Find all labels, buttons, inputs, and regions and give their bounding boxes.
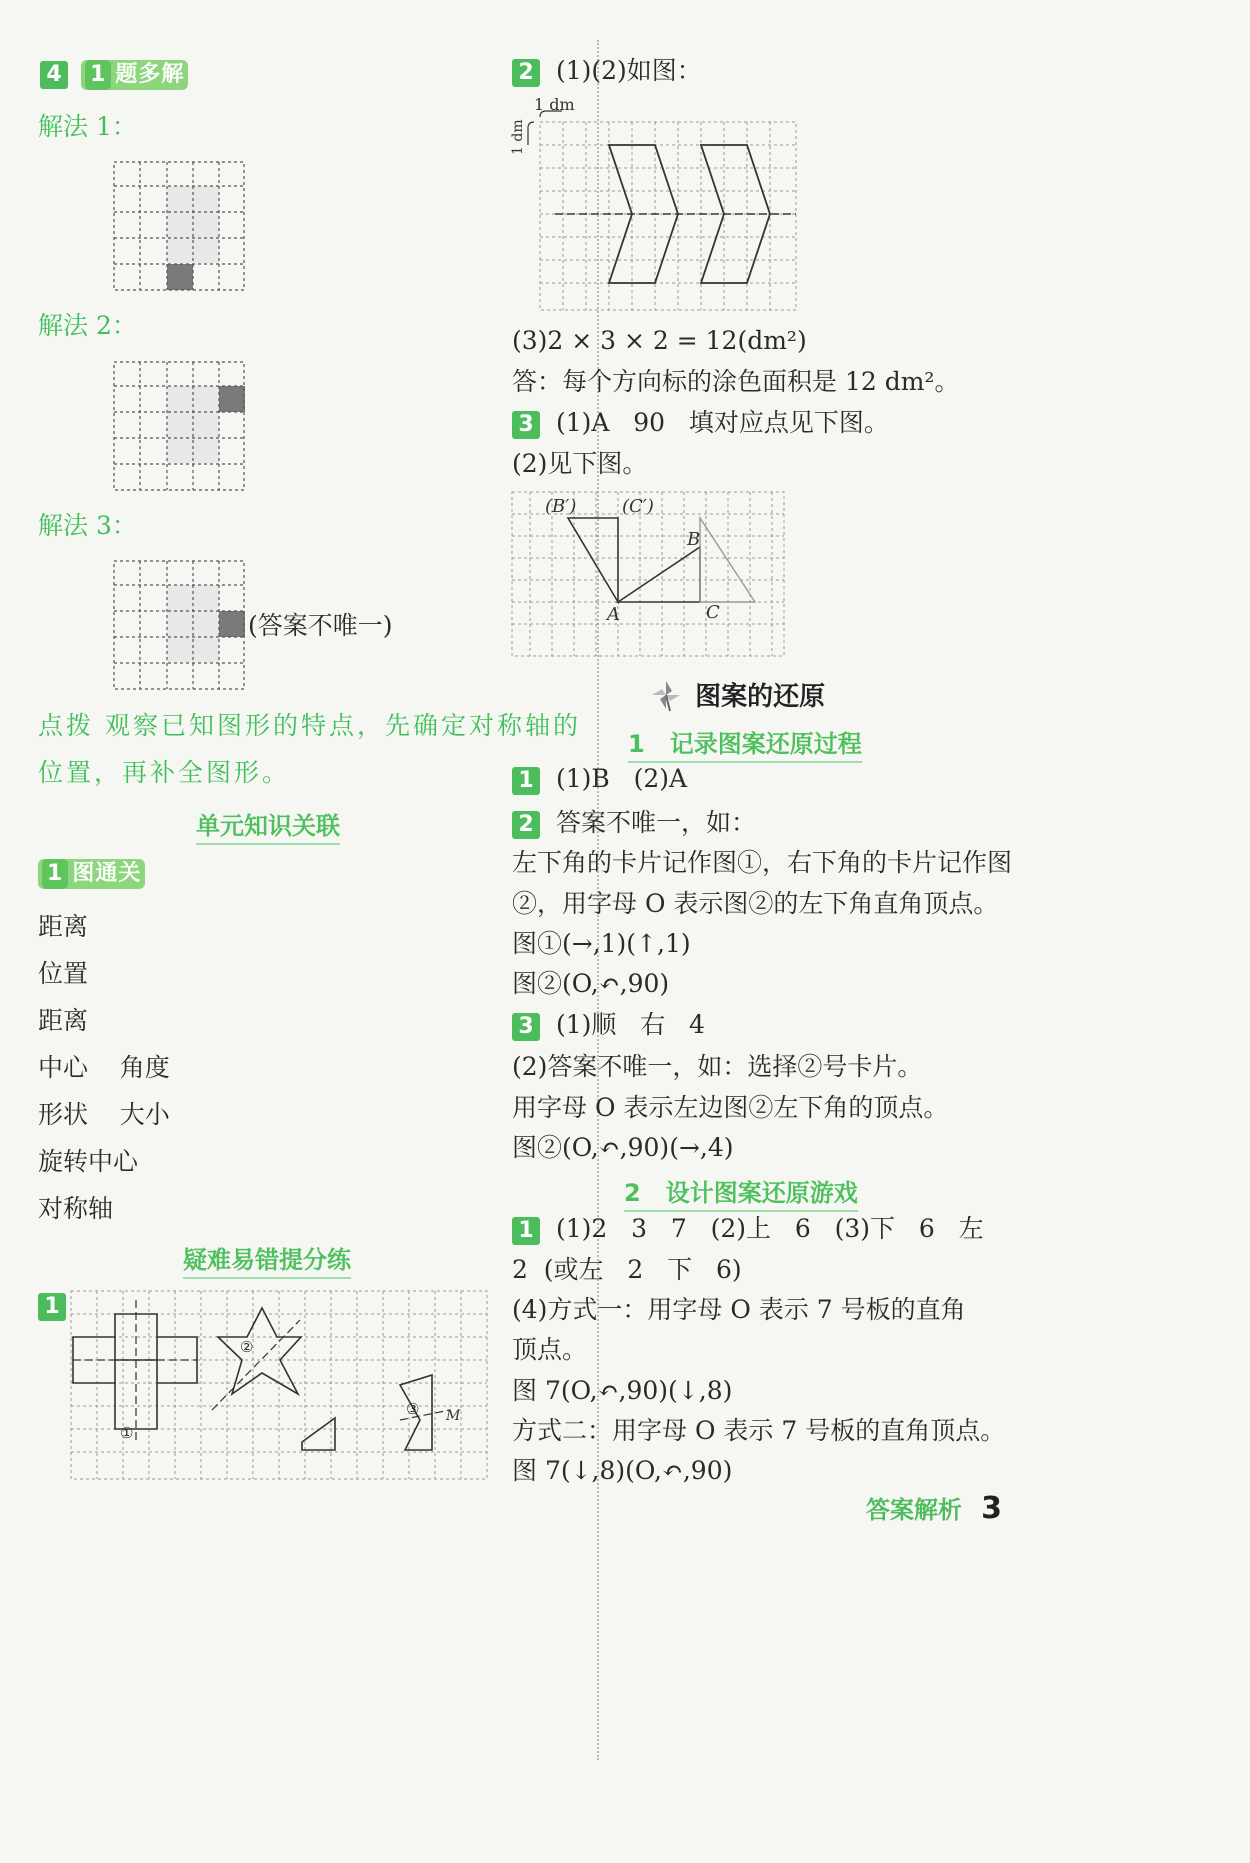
sub-heading-2: 2 设计图案还原游戏 [624,1173,858,1212]
solution-3-grid [113,560,247,690]
s2-q1-line-7: 图 7(↓,8)(O,↶,90) [512,1456,733,1485]
scale-horizontal-label: 1 dm [534,95,575,114]
s2-q1-line-5: 图 7(O,↶,90)(↓,8) [512,1376,733,1405]
question-badge: 2 [512,811,540,839]
q3-line-1: 3 (1)A 90 填对应点见下图。 [512,408,889,439]
q4-header [40,60,188,90]
term-5: 形状 大小 [38,1100,170,1129]
q2-line: 2 (1)(2)如图： [512,56,702,87]
label-b-prime: (B′) [545,496,577,517]
s1-q3-line-2: 用字母 O 表示左边图②左下角的顶点。 [512,1093,949,1122]
question-badge: 3 [512,1013,540,1041]
pinwheel-icon [648,677,684,713]
s1-q1: 1 (1)B (2)A [512,764,687,795]
unit-knowledge-heading: 单元知识关联 [196,806,340,845]
scale-vertical-label: 1 dm [510,119,526,155]
question-badge: 1 [512,767,540,795]
term-3: 距离 [38,1006,89,1035]
one-map-pill: 1 图通关 [38,859,145,889]
term-1: 距离 [38,912,89,941]
label-b: B [687,529,701,550]
s1-q3: 3 (1)顺 右 4 [512,1010,705,1041]
q2-part3-calc: (3)2 × 3 × 2 = 12(dm²) [512,326,807,355]
section-title: 图案的还原 [648,676,825,713]
hard-practice-heading: 疑难易错提分练 [183,1240,351,1279]
s2-q1-line-6: 方式二：用字母 O 表示 7 号板的直角顶点。 [512,1416,1006,1445]
rotation-triangle-figure [510,490,790,664]
solution-2-label: 解法 2： [38,311,137,340]
solution-3-label: 解法 3： [38,511,137,540]
question-badge: 4 [40,61,68,89]
label-c-prime: (C′) [622,496,654,517]
footer [866,1490,1002,1526]
hint-line-2: 位置，再补全图形。 [38,758,291,787]
s1-q2-line-2: ②，用字母 O 表示图②的左下角直角顶点。 [512,889,999,918]
term-2: 位置 [38,959,89,988]
one-question-multi-solution-pill: 1 题多解 [81,60,188,90]
label-a: A [607,604,620,625]
circle-3-label: ③ [406,1400,420,1418]
direction-arrows-figure [510,95,810,321]
s1-q3-line-1: (2)答案不唯一，如：选择②号卡片。 [512,1052,923,1081]
s2-q1: 1 (1)2 3 7 (2)上 6 (3)下 6 左 [512,1214,984,1245]
term-6: 旋转中心 [38,1147,139,1176]
solution-2-grid [113,361,247,491]
hint-line-1: 点拨 观察已知图形的特点，先确定对称轴的 [38,711,581,740]
page-number: 3 [981,1491,1002,1526]
term-4: 中心 角度 [38,1053,170,1082]
circle-2-label: ② [240,1338,254,1356]
point-m-label: M [446,1408,461,1424]
s1-q2: 2 答案不唯一，如： [512,808,756,839]
term-7: 对称轴 [38,1194,114,1223]
question-badge: 1 [512,1217,540,1245]
s1-q3-line-3: 图②(O,↶,90)(→,4) [512,1133,734,1162]
footer-label: 答案解析 [866,1496,962,1524]
label-c: C [706,602,720,623]
s2-q1-line-4: 顶点。 [512,1335,588,1364]
solution-1-grid [113,161,247,291]
circle-1-label: ① [120,1424,134,1442]
s2-q1-line-3: (4)方式一：用字母 O 表示 7 号板的直角 [512,1295,966,1324]
question-badge: 3 [512,411,540,439]
s1-q2-line-4: 图②(O,↶,90) [512,969,670,998]
question-badge: 2 [512,59,540,87]
q3-line-2: (2)见下图。 [512,449,648,478]
q1-badge: 1 [38,1293,66,1321]
symmetry-grid-figure [70,1290,490,1482]
sub-heading-1: 1 记录图案还原过程 [628,724,862,763]
q2-answer: 答：每个方向标的涂色面积是 12 dm²。 [512,367,960,396]
s1-q2-line-3: 图①(→,1)(↑,1) [512,929,691,958]
s2-q1-line-2: 2 (或左 2 下 6) [512,1255,742,1284]
answer-not-unique-note: (答案不唯一) [248,611,393,640]
solution-1-label: 解法 1： [38,112,137,141]
s1-q2-line-1: 左下角的卡片记作图①，右下角的卡片记作图 [512,848,1013,877]
